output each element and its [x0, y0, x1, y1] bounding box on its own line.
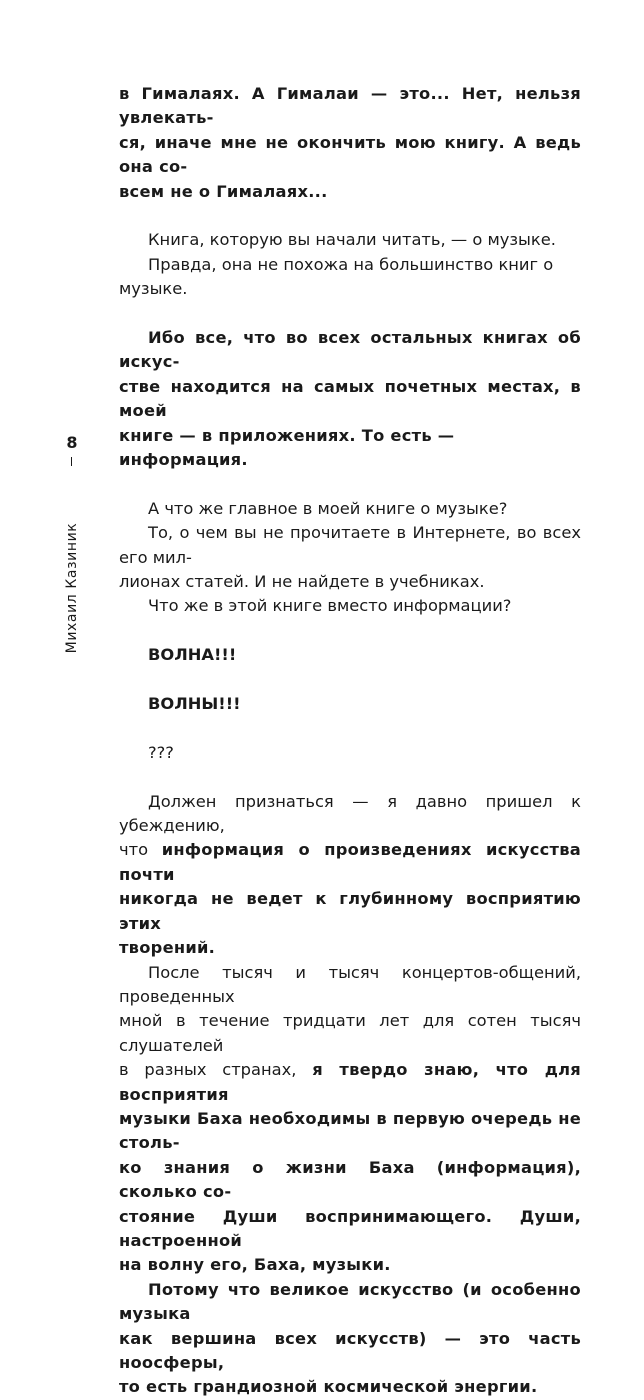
margin-divider [71, 457, 72, 466]
text-line: на волну его, Баха, музыки. [119, 1255, 391, 1275]
page-body [119, 82, 581, 1400]
text-line [119, 1058, 581, 1107]
text-run: что [119, 840, 162, 860]
text-line: Потому что великое искусство (и особенно музыка [119, 1279, 581, 1324]
text-line: После тысяч и тысяч концертов-общений, проведенных [119, 962, 581, 1006]
text-line: стве находится на самых почетных местах, в моей [119, 376, 581, 421]
exclamation-wave: ВОЛНА!!! [148, 645, 237, 665]
text-line: всем не о Гималаях... [119, 181, 328, 201]
page-number: 8 [66, 433, 78, 452]
text-run-bold: информация о произведениях искусства почти [119, 840, 581, 884]
text-line: То, о чем вы не прочитаете в Интернете, во всех его мил- [119, 523, 581, 567]
text-line: в Гималаях. А Гималаи — это... Нет, нельзя увлекать- [119, 84, 581, 128]
running-head-author: Михаил Казиник [64, 522, 80, 654]
text-line: то есть грандиозной космической энергии. [119, 1377, 538, 1397]
text-line: Правда, она не похожа на большинство книг о музыке. [119, 254, 554, 299]
text-line [119, 838, 581, 887]
text-line: Ибо все, что во всех остальных книгах об искус- [119, 328, 581, 372]
text-line: ся, иначе мне не окончить мою книгу. А ведь она со- [119, 132, 581, 177]
text-line: ко знания о жизни Баха (информация), сколько со- [119, 1157, 581, 1202]
text-line: Книга, которую вы начали читать, — о музыке. [148, 230, 556, 250]
text-line: Что же в этой книге вместо информации? [148, 596, 512, 616]
text-line: стояние Души воспринимающего. Души, настроенной [119, 1206, 581, 1250]
exclamation-waves: ВОЛНЫ!!! [148, 694, 241, 714]
question-marks: ??? [148, 742, 174, 762]
text-line: музыки Баха необходимы в первую очередь не столь- [119, 1108, 581, 1153]
text-line: мной в течение тридцати лет для сотен тысяч слушателей [119, 1011, 581, 1055]
text-line: лионах статей. И не найдете в учебниках. [119, 572, 485, 592]
text-line: книге — в приложениях. То есть — информация. [119, 425, 455, 470]
text-run: в разных странах, [119, 1060, 313, 1080]
text-line: А что же главное в моей книге о музыке? [148, 498, 508, 518]
text-line: Должен признаться — я давно пришел к убеждению, [119, 791, 581, 836]
text-run-bold: я твердо знаю, что для восприятия [119, 1060, 581, 1104]
text-line: никогда не ведет к глубинному восприятию этих [119, 889, 581, 933]
text-line: творений. [119, 938, 216, 958]
text-line: как вершина всех искусств) — это часть ноосферы, [119, 1328, 581, 1373]
